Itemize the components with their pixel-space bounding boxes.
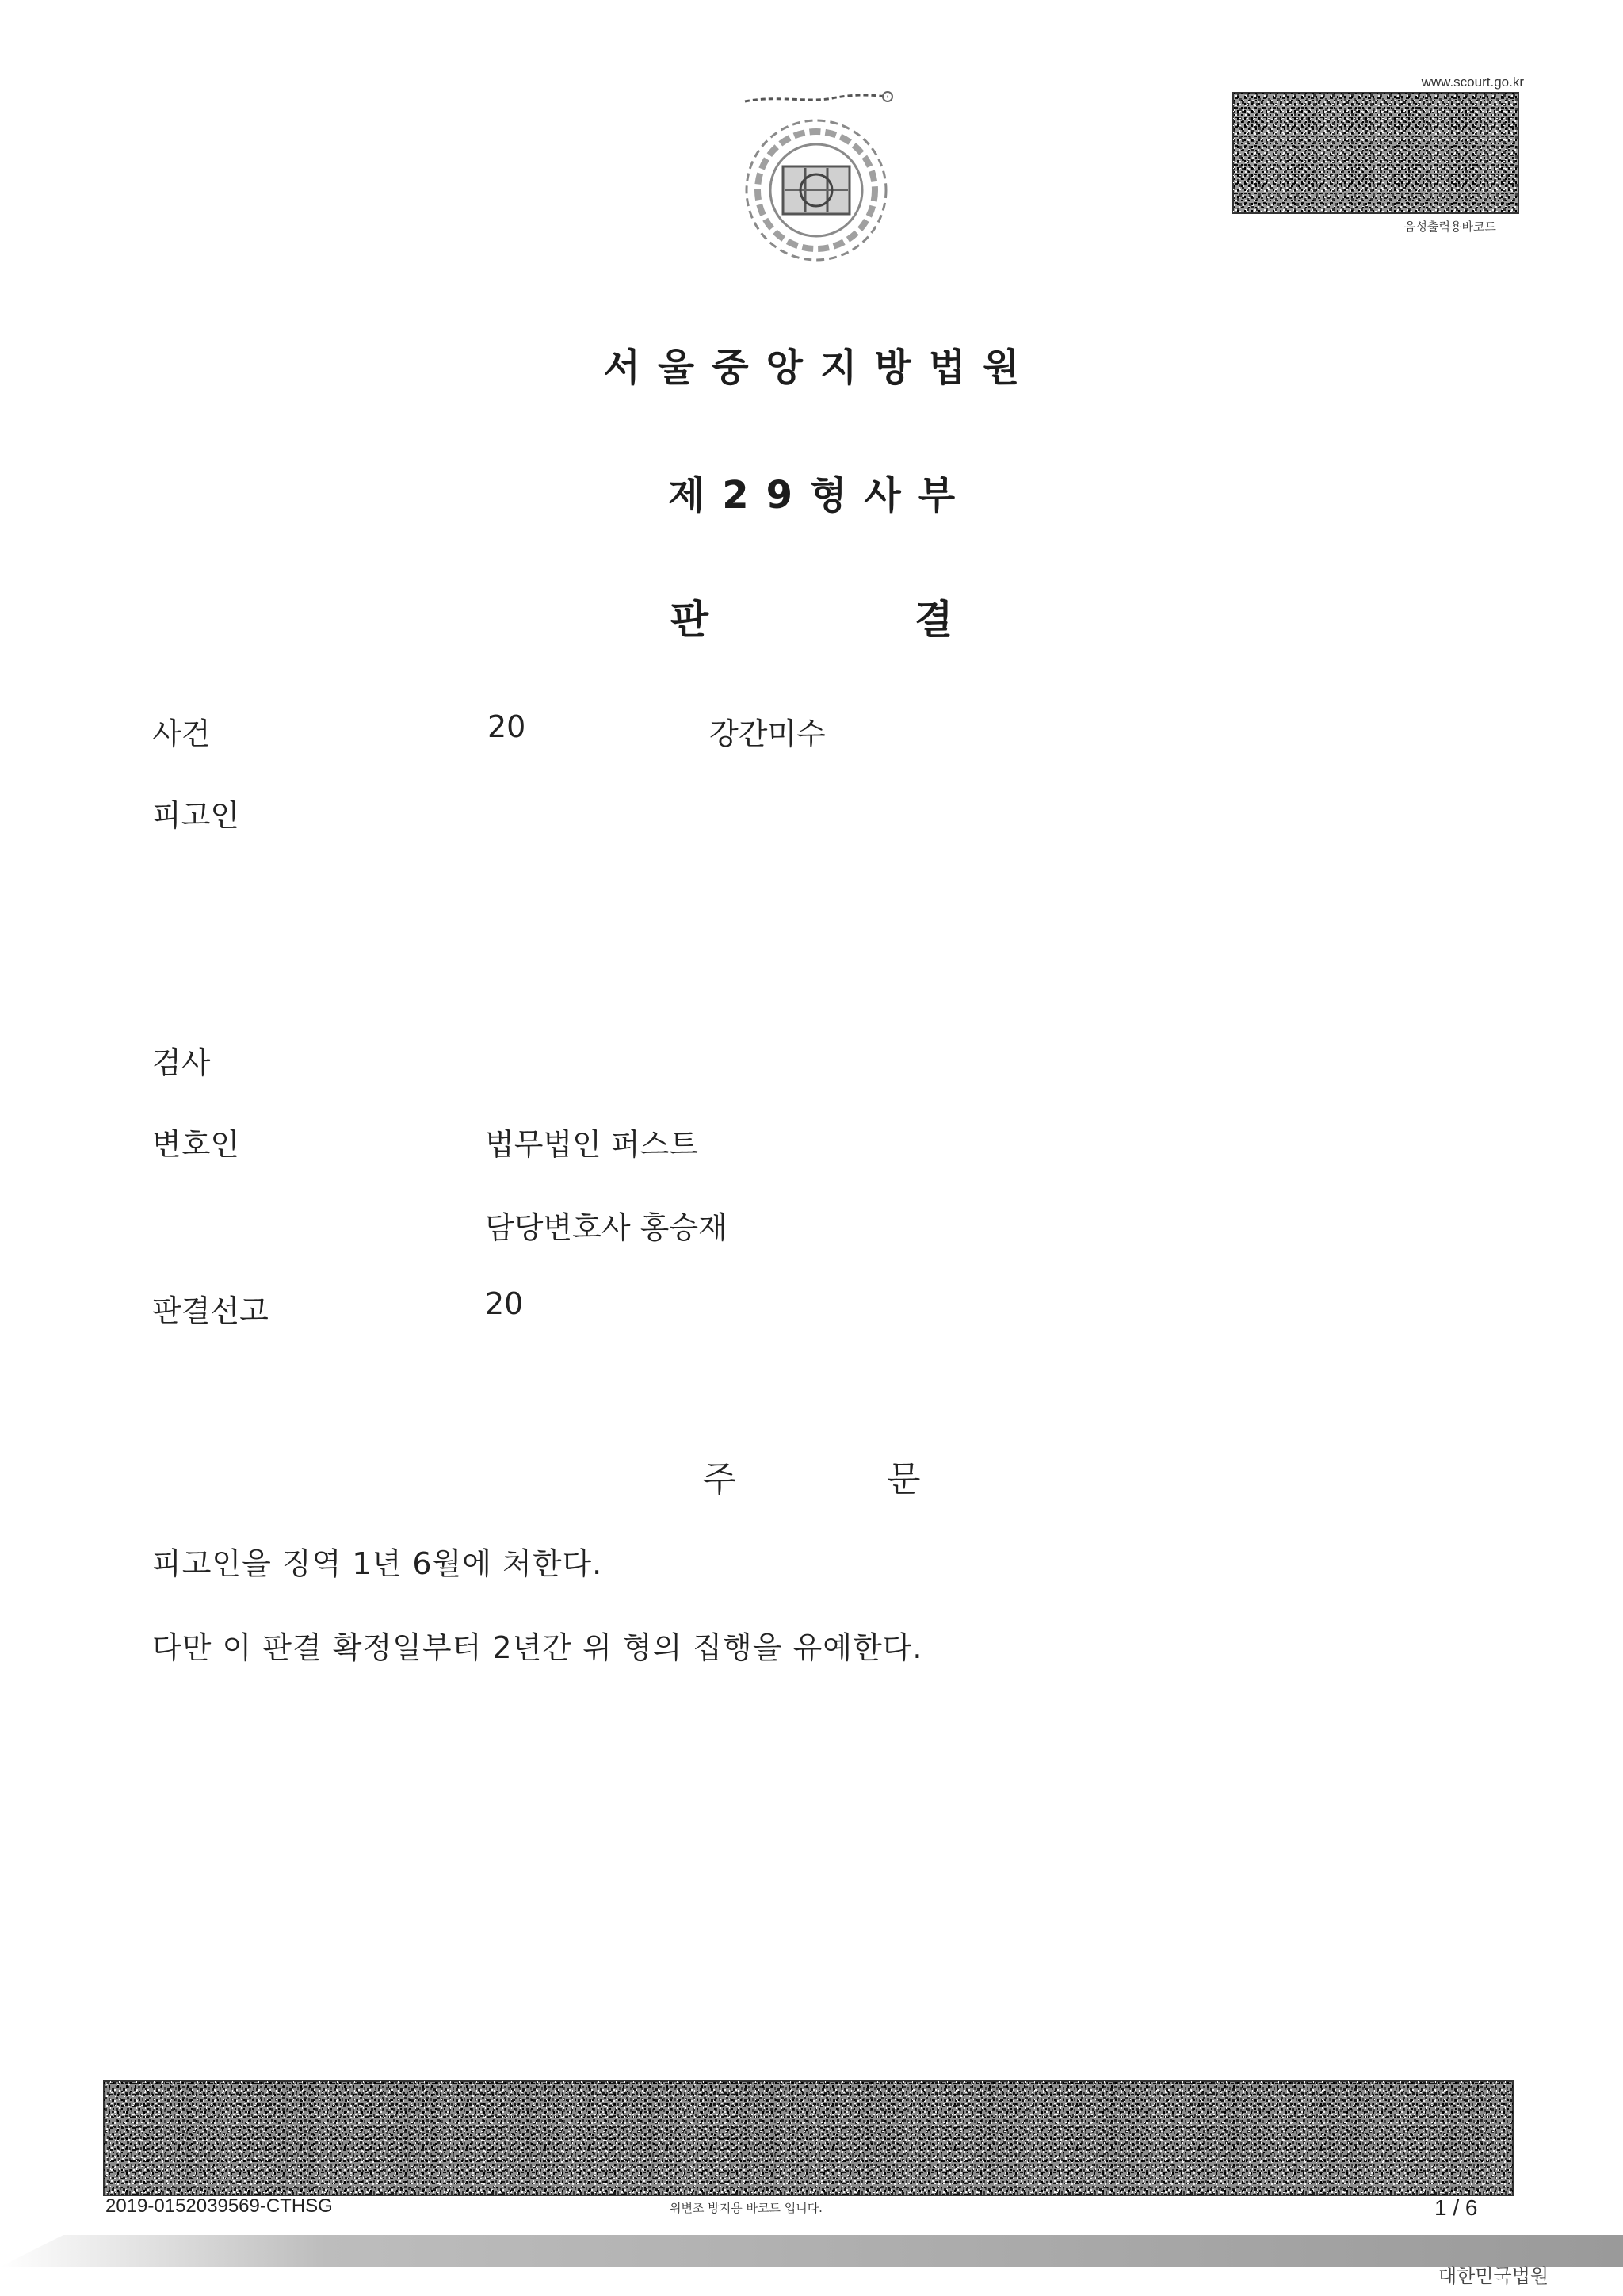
page-number: 1 / 6 [1434, 2195, 1478, 2220]
prosecutor-label-cell [152, 1038, 334, 1082]
voice-output-barcode [1232, 92, 1519, 214]
footer-band [0, 2235, 1623, 2267]
counsel-firm: 법무법인 퍼스트 [485, 1127, 699, 1162]
case-year: 20 [487, 709, 526, 744]
order-line-2: 다만 이 판결 확정일부터 2년간 위 형의 집행을 유예한다. [152, 1630, 923, 1665]
qr-caption: 음성출력용바코드 [1404, 220, 1496, 234]
issuer-name: 대한민국법원 [1438, 2265, 1549, 2287]
court-seal-icon [729, 79, 903, 277]
sentence-date-value: 20 [485, 1286, 524, 1321]
sentence-date-label-cell [152, 1286, 334, 1330]
court-name: 서울중앙지방법원 [603, 346, 1037, 390]
court-division: 제29형사부 [667, 473, 973, 518]
anti-forgery-barcode [103, 2080, 1514, 2196]
case-charge: 강간미수 [709, 716, 826, 751]
case-label-cell [152, 709, 334, 753]
qr-site-url: www.scourt.go.kr [1421, 74, 1524, 90]
order-line-1: 피고인을 징역 1년 6월에 처한다. [152, 1546, 603, 1581]
case-label: 사건 [152, 716, 211, 751]
counsel-label-cell [152, 1120, 334, 1163]
counsel-attorney: 담당변호사 홍승재 [485, 1210, 727, 1245]
barcode-note: 위변조 방지용 바코드 입니다. [670, 2201, 823, 2215]
defendant-label: 피고인 [152, 798, 240, 833]
prosecutor-label: 검사 [152, 1045, 211, 1080]
document-title: 판결 [670, 597, 1159, 643]
defendant-label-cell [152, 791, 334, 835]
counsel-label: 변호인 [152, 1127, 240, 1162]
sentence-date-label: 판결선고 [152, 1293, 269, 1328]
document-code: 2019-0152039569-CTHSG [105, 2195, 333, 2217]
order-title: 주문 [702, 1459, 1071, 1499]
